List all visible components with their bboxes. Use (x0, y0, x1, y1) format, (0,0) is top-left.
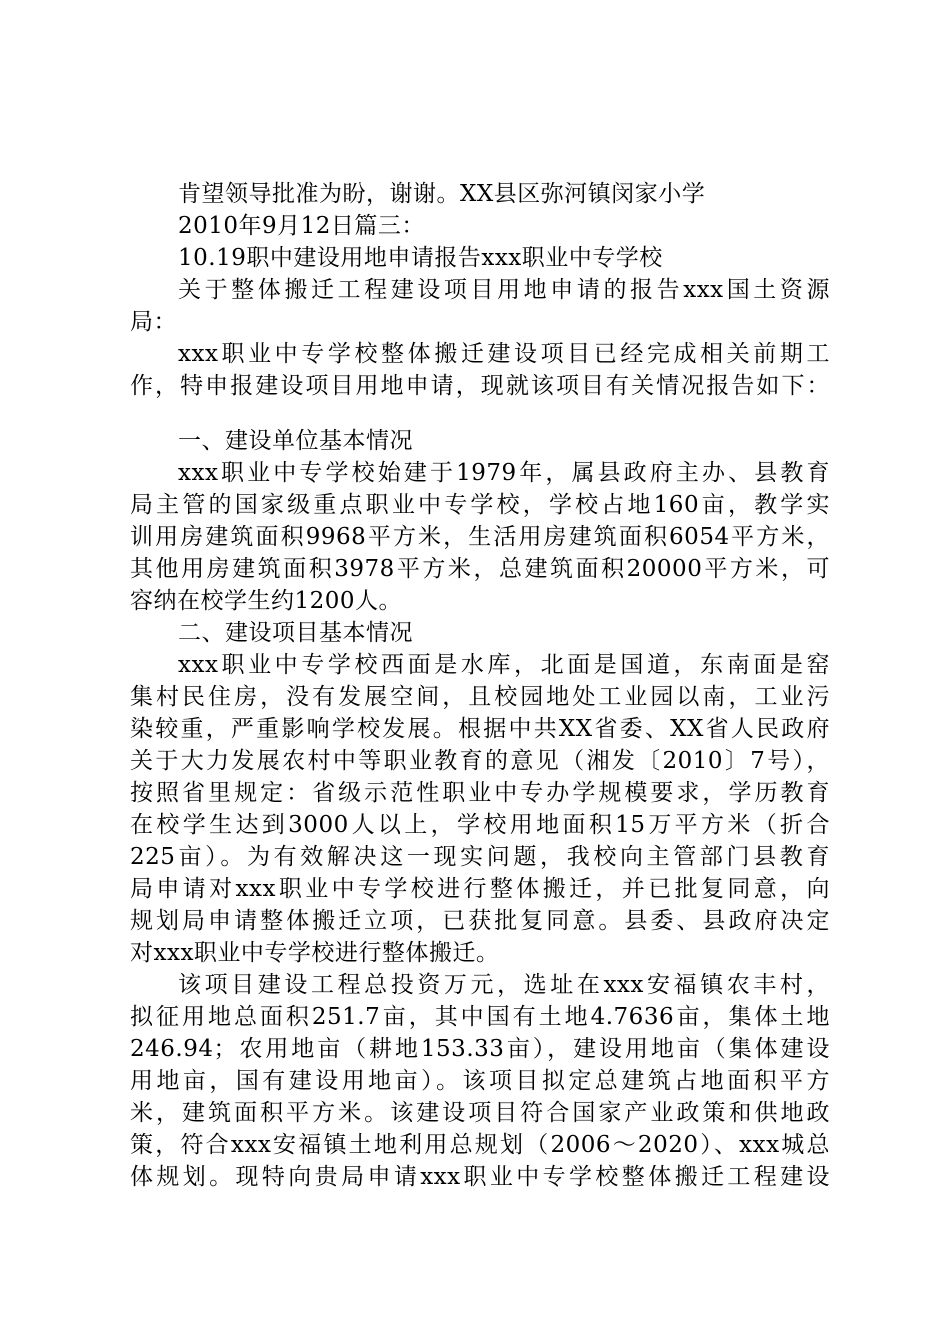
text-line: xxx职业中专学校始建于1979年，属县政府主办、县教育 (178, 460, 830, 486)
report-title-line: 局： (130, 309, 177, 335)
text-line: 用地亩，国有建设用地亩）。该项目拟定总建筑占地面积平方 (130, 1068, 830, 1094)
text-line: 该项目建设工程总投资万元，选址在xxx安福镇农丰村， (178, 972, 830, 998)
text-line: 对xxx职业中专学校进行整体搬迁。 (130, 940, 500, 966)
text-line: 米，建筑面积平方米。该建设项目符合国家产业政策和供地政 (130, 1100, 830, 1126)
text-line: 体规划。现特向贵局申请xxx职业中专学校整体搬迁工程建设 (130, 1164, 830, 1190)
text-line: 集村民住房，没有发展空间，且校园地处工业园以南，工业污 (130, 684, 830, 710)
text-line: 作，特申报建设项目用地申请，现就该项目有关情况报告如下： (130, 373, 830, 399)
text-line: 10.19职中建设用地申请报告xxx职业中专学校 (178, 245, 663, 271)
text-line: 局主管的国家级重点职业中专学校，学校占地160亩，教学实 (130, 492, 830, 518)
text-line: xxx职业中专学校整体搬迁建设项目已经完成相关前期工 (178, 341, 830, 367)
text-line: 在校学生达到3000人以上，学校用地面积15万平方米（折合 (130, 812, 830, 838)
text-line: 规划局申请整体搬迁立项，已获批复同意。县委、县政府决定 (130, 908, 830, 934)
text-line: 225亩）。为有效解决这一现实问题，我校向主管部门县教育 (130, 844, 830, 870)
text-line: 染较重，严重影响学校发展。根据中共XX省委、XX省人民政府 (130, 716, 830, 742)
text-line: 2010年9月12日篇三： (178, 213, 425, 239)
text-line: 关于大力发展农村中等职业教育的意见（湘发〔2010〕7号）， (130, 748, 830, 774)
text-line: xxx职业中专学校西面是水库，北面是国道，东南面是窑 (178, 652, 830, 678)
report-title-line: 关于整体搬迁工程建设项目用地申请的报告xxx国土资源 (178, 277, 830, 303)
text-line: 策，符合xxx安福镇土地利用总规划（2006～2020）、xxx城总 (130, 1132, 830, 1158)
section-heading: 一、建设单位基本情况 (178, 428, 413, 454)
text-line: 肯望领导批准为盼，谢谢。XX县区弥河镇闵家小学 (178, 181, 706, 207)
text-line: 训用房建筑面积9968平方米，生活用房建筑面积6054平方米， (130, 524, 830, 550)
text-line: 局申请对xxx职业中专学校进行整体搬迁，并已批复同意，向 (130, 876, 830, 902)
text-line: 其他用房建筑面积3978平方米，总建筑面积20000平方米，可 (130, 556, 830, 582)
text-line: 容纳在校学生约1200人。 (130, 588, 403, 614)
text-line: 拟征用地总面积251.7亩，其中国有土地4.7636亩，集体土地 (130, 1004, 830, 1030)
section-heading: 二、建设项目基本情况 (178, 620, 413, 646)
text-line: 按照省里规定：省级示范性职业中专办学规模要求，学历教育 (130, 780, 830, 806)
text-line: 246.94；农用地亩（耕地153.33亩），建设用地亩（集体建设 (130, 1036, 830, 1062)
